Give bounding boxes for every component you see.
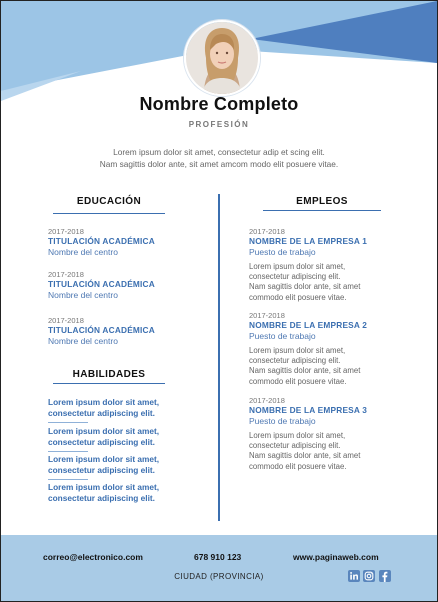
jobs-underline [263,210,381,211]
city: CIUDAD (PROVINCIA) [174,572,264,581]
job-description-line: commodo elit posuere vitae. [249,292,347,302]
education-item [48,316,213,347]
skill-line: Lorem ipsum dolor sit amet, [48,426,160,436]
job-item [249,311,429,387]
instagram-icon[interactable] [363,570,375,582]
job-position: Puesto de trabajo [249,331,316,341]
skill-item [48,482,188,504]
linkedin-icon[interactable] [348,570,360,582]
skill-line: Lorem ipsum dolor sit amet, [48,482,160,492]
education-title-text: TITULACIÓN ACADÉMICA [48,279,155,289]
skills-title: HABILIDADES [72,369,146,380]
full-name: Nombre Completo [139,94,299,114]
education-underline [53,213,165,214]
job-years: 2017-2018 [249,311,285,320]
education-item [48,270,213,301]
job-years: 2017-2018 [249,396,285,405]
job-company: NOMBRE DE LA EMPRESA 1 [249,236,368,246]
skill-line: consectetur adipiscing elit. [48,493,155,503]
email-link[interactable]: correo@electronico.com [43,552,143,562]
education-years: 2017-2018 [48,227,84,236]
job-description [249,262,429,303]
skill-item [48,397,188,419]
phone-number[interactable]: 678 910 123 [194,552,242,562]
skill-divider [48,479,88,480]
skill-item [48,426,188,448]
job-description-line: commodo elit posuere vitae. [249,376,347,386]
job-description [249,431,429,472]
job-description-line: Lorem ipsum dolor sit amet, [249,346,346,355]
education-place: Nombre del centro [48,247,118,257]
skill-line: consectetur adipiscing elit. [48,465,155,475]
job-description-line: consectetur adipiscing elit. [249,272,341,282]
job-item [249,227,429,303]
skill-line: Lorem ipsum dolor sit amet, [48,397,160,407]
column-divider [218,194,220,521]
education-years: 2017-2018 [48,316,84,325]
summary-line: Lorem ipsum dolor sit amet, consectetur adip et scing elit. [113,147,325,157]
education-place: Nombre del centro [48,336,118,346]
job-company: NOMBRE DE LA EMPRESA 2 [249,320,368,330]
job-position: Puesto de trabajo [249,416,316,426]
job-company: NOMBRE DE LA EMPRESA 3 [249,405,368,415]
skill-divider [48,451,88,452]
skills-underline [53,383,165,384]
job-description-line: consectetur adipiscing elit. [249,356,341,366]
education-title-text: TITULACIÓN ACADÉMICA [48,325,155,335]
education-title: EDUCACIÓN [76,196,142,207]
summary [41,147,397,170]
job-description [249,346,429,387]
skill-line: consectetur adipiscing elit. [48,437,155,447]
jobs-title: EMPLEOS [296,196,348,207]
summary-line: Nam sagittis dolor ante, sit amet amcom modo elit posuere vitae. [99,158,339,169]
education-place: Nombre del centro [48,290,118,300]
education-years: 2017-2018 [48,270,84,279]
job-description-line: Lorem ipsum dolor sit amet, [249,431,346,440]
education-item [48,227,213,258]
website-link[interactable]: www.paginaweb.com [293,552,379,562]
job-description-line: Nam sagittis dolor ante, sit amet [249,366,361,376]
job-description-line: consectetur adipiscing elit. [249,441,341,451]
job-description-line: Lorem ipsum dolor sit amet, [249,262,346,271]
job-item [249,396,429,472]
job-description-line: commodo elit posuere vitae. [249,461,347,471]
skill-item [48,454,188,476]
skill-line: Lorem ipsum dolor sit amet, [48,454,160,464]
job-description-line: Nam sagittis dolor ante, sit amet [249,282,361,292]
facebook-icon[interactable] [379,570,391,582]
education-title-text: TITULACIÓN ACADÉMICA [48,236,155,246]
footer [1,535,437,601]
job-description-line: Nam sagittis dolor ante, sit amet [249,451,361,461]
profile-photo [184,20,260,96]
job-years: 2017-2018 [249,227,285,236]
profession: PROFESIÓN [188,120,250,129]
job-position: Puesto de trabajo [249,247,316,257]
skill-line: consectetur adipiscing elit. [48,408,155,418]
skill-divider [48,422,88,423]
